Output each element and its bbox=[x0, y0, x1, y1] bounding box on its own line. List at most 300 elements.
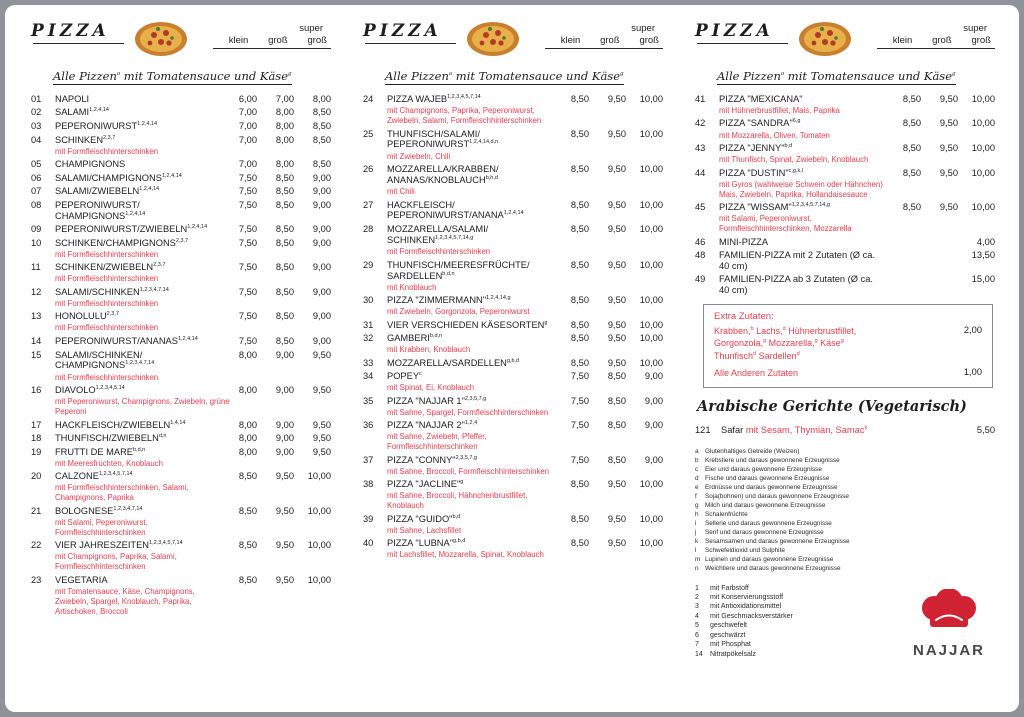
item-price: 10,00 bbox=[971, 118, 995, 129]
item-row bbox=[363, 333, 663, 344]
item-price: 9,50 bbox=[312, 419, 331, 430]
item-row bbox=[31, 540, 331, 551]
extra-zutaten-group bbox=[714, 367, 982, 379]
item-name: SCHINKEN/CHAMPIGNONS$^{2,3,7}$ bbox=[55, 237, 189, 248]
item-description: mit Formfleischhinterschinken bbox=[55, 249, 159, 259]
item-price: 9,00 bbox=[644, 454, 663, 465]
item-price: 10,00 bbox=[971, 167, 995, 178]
item-row bbox=[31, 311, 331, 322]
menu-item bbox=[31, 135, 331, 157]
item-price: 8,00 bbox=[275, 107, 294, 118]
additive-text: mit Antioxidationsmittel bbox=[710, 603, 782, 611]
item-price: 8,50 bbox=[902, 142, 921, 153]
item-number: 08 bbox=[31, 199, 42, 210]
item-price: 8,50 bbox=[902, 202, 921, 212]
column-header bbox=[695, 17, 995, 62]
item-price: 10,00 bbox=[639, 259, 663, 270]
item-name: SALAMI/ZWIEBELN$^{1,2,4,14}$ bbox=[55, 186, 160, 197]
menu-item bbox=[695, 237, 995, 248]
item-price: 7,00 bbox=[238, 134, 257, 145]
item-description: mit Lachsfillet, Mozzarella, Spinat, Knoblauch bbox=[387, 550, 544, 560]
menu-item bbox=[31, 287, 331, 309]
item-price: 5,50 bbox=[976, 424, 995, 435]
allergen-row bbox=[695, 520, 995, 529]
menu-item bbox=[363, 371, 663, 393]
item-description: mit Salami, Peperoniwurst, Formfleischhinterschinken bbox=[55, 517, 148, 537]
item-price: 9,50 bbox=[312, 446, 331, 457]
item-row bbox=[363, 260, 663, 282]
allergen-text: Eier und daraus gewonnene Erzeugnisse bbox=[705, 465, 822, 473]
additive-row bbox=[695, 631, 793, 640]
item-number: 34 bbox=[363, 371, 374, 382]
item-name: HACKFLEISCH/ PEPERONIWURST/ANANA$^{1,2,4,14}$ bbox=[387, 199, 524, 221]
item-description: mit Formfleischhinterschinken bbox=[387, 247, 491, 257]
item-price: 9,50 bbox=[312, 385, 331, 395]
item-price: 9,50 bbox=[939, 94, 958, 104]
item-description: mit Hühnerbrustfillet, Mais, Paprika bbox=[719, 105, 840, 115]
additive-number: 1 bbox=[695, 584, 699, 592]
item-description: mit Formfleischhinterschinken, Salami, Champignons, Paprika bbox=[55, 483, 189, 503]
menu-item bbox=[363, 514, 663, 536]
item-price: 4,00 bbox=[976, 236, 995, 247]
menu-item bbox=[695, 250, 995, 272]
allergen-row bbox=[695, 493, 995, 502]
chef-hat-icon bbox=[913, 626, 985, 643]
item-price: 9,50 bbox=[312, 433, 331, 444]
item-price: 10,00 bbox=[639, 128, 663, 139]
item-price: 8,50 bbox=[570, 479, 589, 490]
item-price: 10,00 bbox=[639, 319, 663, 330]
item-name: PEPERONIWURST/ZWIEBELN$^{1,2,4,14}$ bbox=[55, 224, 208, 235]
price-header-row bbox=[877, 35, 995, 49]
extra-zutaten-box bbox=[703, 304, 993, 388]
item-price: 8,50 bbox=[238, 471, 257, 482]
price-header-gross: groß bbox=[600, 35, 620, 46]
menu-item bbox=[31, 350, 331, 383]
menu-item bbox=[363, 396, 663, 418]
item-price: 8,50 bbox=[275, 172, 294, 183]
item-price: 7,00 bbox=[275, 94, 294, 104]
item-number: 23 bbox=[31, 574, 42, 585]
allergen-text: Senf und daraus gewonnene Erzeugnisse bbox=[705, 528, 824, 536]
item-description: mit Formfleischhinterschinken bbox=[55, 274, 159, 284]
menu-item bbox=[31, 186, 331, 197]
price-headers bbox=[877, 23, 995, 49]
item-price: 9,50 bbox=[607, 295, 626, 306]
price-headers bbox=[545, 23, 663, 49]
item-description: mit Formfleischhinterschinken bbox=[55, 298, 159, 308]
item-price: 9,50 bbox=[607, 479, 626, 490]
item-price: 9,00 bbox=[275, 446, 294, 457]
item-price: 9,00 bbox=[312, 186, 331, 197]
item-price: 9,50 bbox=[607, 199, 626, 210]
item-row bbox=[31, 186, 331, 197]
item-row bbox=[695, 143, 995, 154]
item-price: 10,00 bbox=[307, 574, 331, 585]
menu-item bbox=[363, 455, 663, 477]
additive-number: 5 bbox=[695, 622, 699, 630]
price-header-row bbox=[545, 35, 663, 49]
allergen-text: Krebstiere und daraus gewonnene Erzeugnisse bbox=[705, 456, 840, 464]
item-price: 8,50 bbox=[312, 121, 331, 132]
item-price: 8,50 bbox=[570, 333, 589, 344]
item-price: 8,50 bbox=[275, 286, 294, 297]
additive-text: Nitratpökelsalz bbox=[710, 650, 756, 658]
item-price: 8,50 bbox=[238, 540, 257, 551]
item-number: 21 bbox=[31, 505, 42, 516]
item-row bbox=[363, 538, 663, 549]
item-price: 7,50 bbox=[238, 172, 257, 183]
menu-item bbox=[695, 143, 995, 165]
additive-number: 6 bbox=[695, 631, 699, 639]
additive-row bbox=[695, 593, 793, 602]
item-price: 7,50 bbox=[238, 224, 257, 235]
item-number: 07 bbox=[31, 186, 42, 197]
menu-item bbox=[31, 159, 331, 170]
item-name: THUNFISCH/ZWIEBELN$^{d,n}$ bbox=[55, 433, 167, 444]
item-price: 8,00 bbox=[238, 419, 257, 430]
item-price: 7,50 bbox=[238, 335, 257, 346]
item-row bbox=[31, 238, 331, 249]
allergen-row bbox=[695, 475, 995, 484]
item-number: 10 bbox=[31, 237, 42, 248]
item-price: 9,50 bbox=[939, 142, 958, 153]
item-number: 25 bbox=[363, 128, 374, 139]
allergen-letter: l bbox=[695, 546, 697, 554]
price-header-klein: klein bbox=[228, 35, 249, 46]
additive-row bbox=[695, 640, 793, 649]
item-number: 37 bbox=[363, 454, 374, 465]
item-price: 9,00 bbox=[275, 433, 294, 444]
item-price: 7,50 bbox=[238, 186, 257, 197]
allergen-text: Schalenfrüchte bbox=[705, 510, 748, 518]
price-header-row bbox=[213, 35, 331, 49]
item-price: 9,00 bbox=[312, 172, 331, 183]
allergen-row bbox=[695, 466, 995, 475]
item-name: VIER JAHRESZEITEN$^{1,2,3,4,5,7,14}$ bbox=[55, 540, 183, 551]
item-description: mit Formfleischhinterschinken bbox=[55, 146, 159, 156]
item-description: mit Spinat, Ei, Knoblauch bbox=[387, 383, 475, 393]
item-row bbox=[363, 94, 663, 105]
allergen-row bbox=[695, 457, 995, 466]
item-price: 9,50 bbox=[312, 349, 331, 360]
menu-item bbox=[31, 433, 331, 444]
item-name: SALAMI$^{1,2,4,14}$ bbox=[55, 107, 109, 118]
item-name: FAMILIEN-PIZZA mit 2 Zutaten (Ø ca. 40 cm) bbox=[719, 249, 876, 271]
item-price: 9,50 bbox=[275, 471, 294, 482]
additives-list bbox=[695, 584, 793, 660]
item-row bbox=[363, 295, 663, 306]
item-price: 8,50 bbox=[275, 335, 294, 346]
item-price: 7,00 bbox=[238, 121, 257, 132]
item-price: 8,00 bbox=[312, 94, 331, 104]
item-description: mit Formfleischhinterschinken bbox=[55, 323, 159, 333]
menu-item bbox=[363, 260, 663, 293]
item-row bbox=[31, 287, 331, 298]
pizza-image bbox=[134, 21, 188, 62]
item-price: 9,50 bbox=[607, 224, 626, 235]
item-row bbox=[31, 336, 331, 347]
item-number: 05 bbox=[31, 159, 42, 170]
item-price: 10,00 bbox=[639, 513, 663, 524]
item-number: 12 bbox=[31, 286, 42, 297]
item-row bbox=[363, 164, 663, 186]
item-number: 121 bbox=[695, 424, 711, 435]
item-price: 8,00 bbox=[275, 121, 294, 132]
item-row bbox=[31, 471, 331, 482]
item-row bbox=[31, 262, 331, 273]
item-number: 46 bbox=[695, 236, 706, 247]
item-name: BOLOGNESE$^{1,2,3,4,7,14}$ bbox=[55, 505, 143, 516]
item-name: PIZZA "CONNY"$^{2,3,5,7,g}$ bbox=[387, 454, 478, 465]
item-row bbox=[363, 514, 663, 525]
item-number: 40 bbox=[363, 538, 374, 549]
item-number: 17 bbox=[31, 419, 42, 430]
menu-item bbox=[363, 129, 663, 162]
item-number: 18 bbox=[31, 433, 42, 444]
allergen-text: Sellerie und daraus gewonnene Erzeugnisse bbox=[705, 519, 832, 527]
item-number: 15 bbox=[31, 349, 42, 360]
item-price: 7,50 bbox=[238, 237, 257, 248]
item-price: 9,50 bbox=[607, 319, 626, 330]
menu-item bbox=[31, 471, 331, 503]
allergen-text: Lupinen und daraus gewonnene Erzeugnisse bbox=[705, 555, 834, 563]
item-price: 10,00 bbox=[307, 505, 331, 516]
item-description: mit Meeresfrüchten, Knoblauch bbox=[55, 458, 163, 468]
item-row bbox=[363, 396, 663, 407]
allergen-list bbox=[695, 448, 995, 574]
menu-item bbox=[31, 311, 331, 333]
logo-brand-text: NAJJAR bbox=[912, 642, 985, 660]
extra-zutaten-title: Extra Zutaten: bbox=[714, 311, 774, 323]
menu-item bbox=[363, 420, 663, 452]
item-name: VEGETARIA bbox=[55, 574, 108, 585]
item-number: 13 bbox=[31, 311, 42, 322]
item-name: SALAMI/SCHINKEN/ CHAMPIGNONS$^{1,2,3,4,7,14}$ bbox=[55, 349, 155, 371]
item-row bbox=[363, 358, 663, 369]
column-header bbox=[31, 17, 331, 62]
item-name: SCHINKEN$^{2,3,7}$ bbox=[55, 134, 116, 145]
item-price: 8,50 bbox=[902, 118, 921, 129]
item-name: MINI-PIZZA bbox=[719, 236, 769, 247]
item-description: mit Zwiebeln, Chili bbox=[387, 151, 451, 161]
item-price: 9,50 bbox=[275, 574, 294, 585]
column-title: PIZZA bbox=[695, 21, 774, 41]
extra-zutaten-lines: Alle Anderen Zutaten bbox=[714, 367, 799, 378]
item-price: 7,00 bbox=[238, 159, 257, 170]
allergen-row bbox=[695, 511, 995, 520]
item-number: 16 bbox=[31, 385, 42, 395]
additive-number: 14 bbox=[695, 650, 703, 658]
allergen-letter: m bbox=[695, 555, 701, 563]
additive-row bbox=[695, 602, 793, 611]
menu-item bbox=[31, 107, 331, 118]
item-name: VIER VERSCHIEDEN KÄSESORTEN$^g$ bbox=[387, 319, 548, 330]
allergen-letter: b bbox=[695, 456, 699, 464]
item-price: 9,50 bbox=[939, 202, 958, 212]
allergen-row bbox=[695, 484, 995, 493]
menu-item bbox=[31, 385, 331, 417]
item-name: PIZZA "GUIDO"$^{b,d}$ bbox=[387, 513, 461, 524]
allergen-letter: d bbox=[695, 474, 699, 482]
item-price: 7,50 bbox=[238, 311, 257, 322]
item-price: 9,50 bbox=[607, 357, 626, 368]
item-price: 10,00 bbox=[971, 94, 995, 104]
item-number: 36 bbox=[363, 420, 374, 431]
menu-item bbox=[31, 224, 331, 235]
column-subtitle: Alle Pizzen$^a$ mit Tomatensauce und Käse$^g$ bbox=[385, 69, 624, 83]
item-price: 10,00 bbox=[639, 357, 663, 368]
item-number: 31 bbox=[363, 319, 374, 330]
menu-item bbox=[363, 200, 663, 222]
item-description: mit Sahne, Broccoli, Hähnchenbrustfillet, Knoblauch bbox=[387, 491, 528, 511]
item-price: 8,50 bbox=[607, 371, 626, 382]
additive-number: 7 bbox=[695, 641, 699, 649]
item-number: 33 bbox=[363, 357, 374, 368]
item-price: 7,50 bbox=[238, 262, 257, 273]
allergen-letter: h bbox=[695, 510, 699, 518]
item-name: PIZZA WAJEB$^{1,2,3,4,5,7,14}$ bbox=[387, 94, 481, 105]
item-row bbox=[31, 121, 331, 132]
extra-zutaten-group bbox=[714, 325, 982, 361]
item-price: 8,50 bbox=[238, 574, 257, 585]
item-description: mit Sahne, Zwiebeln, Pfeffer, Formfleischhinterschinken bbox=[387, 432, 487, 452]
item-name: CALZONE$^{1,2,3,4,5,7,14}$ bbox=[55, 471, 133, 482]
menu-column-3 bbox=[695, 17, 995, 704]
item-price: 8,50 bbox=[275, 199, 294, 210]
item-name: Safar bbox=[721, 425, 744, 435]
item-description: mit Thunfisch, Spinat, Zwiebeln, Knoblauch bbox=[719, 155, 869, 165]
item-name: PIZZA "NAJJAR 2"$^{1,2,4}$ bbox=[387, 420, 478, 431]
item-price: 9,00 bbox=[275, 349, 294, 360]
additive-row bbox=[695, 621, 793, 630]
item-price: 15,00 bbox=[971, 274, 995, 285]
item-price: 9,50 bbox=[275, 540, 294, 551]
additive-text: geschwefelt bbox=[710, 622, 747, 630]
allergen-row bbox=[695, 565, 995, 574]
item-name: SALAMI/CHAMPIGNONS$^{1,2,4,14}$ bbox=[55, 172, 182, 183]
price-header-supergross: groß bbox=[307, 35, 327, 46]
item-row bbox=[31, 433, 331, 444]
additive-row bbox=[695, 650, 793, 659]
column-header bbox=[363, 17, 663, 62]
item-price: 13,50 bbox=[971, 249, 995, 260]
menu-items-list bbox=[31, 94, 331, 617]
item-price: 9,00 bbox=[312, 262, 331, 273]
item-number: 41 bbox=[695, 94, 706, 104]
item-price: 10,00 bbox=[639, 538, 663, 549]
item-price: 8,50 bbox=[570, 94, 589, 104]
item-price: 10,00 bbox=[307, 540, 331, 551]
item-row bbox=[363, 479, 663, 490]
item-name: MOZZARELLA/SARDELLEN$^{g,b,d}$ bbox=[387, 357, 520, 368]
allergen-row bbox=[695, 547, 995, 556]
menu-item bbox=[31, 173, 331, 184]
additive-text: mit Konservierungsstoff bbox=[710, 593, 784, 601]
item-price: 9,00 bbox=[644, 420, 663, 431]
item-price: 8,50 bbox=[902, 167, 921, 178]
item-description: mit Champignons, Paprika, Salami, Formfleischhinterschinken bbox=[55, 552, 177, 572]
item-name: PIZZA "JACLINE"$^g$ bbox=[387, 479, 464, 490]
menu-item bbox=[31, 121, 331, 132]
item-price: 9,50 bbox=[607, 164, 626, 174]
menu-item bbox=[363, 333, 663, 355]
extra-zutaten-price: 2,00 bbox=[963, 325, 982, 336]
item-name: NAPOLI bbox=[55, 94, 90, 104]
item-number: 24 bbox=[363, 94, 374, 104]
item-name: PIZZA "MEXICANA" bbox=[719, 94, 803, 104]
item-price: 9,00 bbox=[275, 385, 294, 395]
item-number: 38 bbox=[363, 479, 374, 490]
item-price: 9,50 bbox=[607, 538, 626, 549]
menu-item bbox=[31, 420, 331, 431]
allergen-letter: c bbox=[695, 465, 699, 473]
item-number: 39 bbox=[363, 513, 374, 524]
item-name: PEPERONIWURST/ CHAMPIGNONS$^{1,2,4,14}$ bbox=[55, 199, 146, 221]
item-number: 06 bbox=[31, 172, 42, 183]
price-header-gross: groß bbox=[932, 35, 952, 46]
arabic-menu-item bbox=[695, 425, 995, 436]
allergen-row bbox=[695, 448, 995, 457]
allergen-row bbox=[695, 556, 995, 565]
item-price: 9,00 bbox=[275, 419, 294, 430]
item-price: 9,00 bbox=[312, 286, 331, 297]
item-price: 9,50 bbox=[607, 128, 626, 139]
pizza-image bbox=[798, 21, 852, 62]
item-price: 8,50 bbox=[570, 164, 589, 174]
item-description: mit Sesam, Thymian, Samac$^k$ bbox=[745, 424, 868, 435]
item-name-wrap bbox=[721, 425, 884, 436]
item-number: 42 bbox=[695, 118, 706, 129]
item-price: 8,50 bbox=[570, 357, 589, 368]
item-price: 8,00 bbox=[275, 159, 294, 170]
item-price: 7,50 bbox=[570, 420, 589, 431]
item-number: 44 bbox=[695, 167, 706, 178]
item-row bbox=[363, 455, 663, 466]
item-row bbox=[31, 350, 331, 372]
item-description: mit Salami, Peperoniwurst, Formfleischhinterschinken, Mozzarella bbox=[719, 214, 852, 234]
item-number: 01 bbox=[31, 94, 42, 104]
item-price: 7,00 bbox=[238, 107, 257, 118]
item-price: 10,00 bbox=[639, 333, 663, 344]
item-price: 8,50 bbox=[312, 107, 331, 118]
allergen-text: Erdnüsse und daraus gewonnene Erzeugnisse bbox=[705, 483, 838, 491]
brand-logo bbox=[913, 589, 985, 659]
extra-zutaten-lines: Krabben,$^b$ Lachs,$^d$ Hühnerbrustfillet, Gorgonzola,$^g$ Mozzarella,$^g$ Käse$^g$ Thunfisch$^d$ Sardellen$^d$ bbox=[714, 326, 857, 361]
item-price: 7,50 bbox=[570, 371, 589, 382]
item-price: 8,50 bbox=[275, 224, 294, 235]
menu-item bbox=[363, 479, 663, 511]
menu-item bbox=[695, 274, 995, 296]
item-row bbox=[31, 420, 331, 431]
item-name: THUNFISCH/SALAMI/ PEPERONIWURST$^{1,2,4,14,d,n}$ bbox=[387, 128, 499, 150]
item-name: POPEY$^c$ bbox=[387, 371, 422, 382]
item-row bbox=[31, 135, 331, 146]
item-name: FAMILIEN-PIZZA ab 3 Zutaten (Ø ca. 40 cm) bbox=[719, 274, 873, 296]
item-row bbox=[695, 237, 995, 248]
item-price: 8,50 bbox=[570, 259, 589, 270]
menu-item bbox=[695, 118, 995, 140]
menu-items-list bbox=[363, 94, 663, 560]
extra-zutaten-price: 1,00 bbox=[963, 366, 982, 377]
item-price: 8,50 bbox=[570, 199, 589, 210]
item-row bbox=[363, 320, 663, 331]
item-row bbox=[363, 224, 663, 246]
item-description: mit Chili bbox=[387, 187, 415, 197]
item-name: PIZZA "ZIMMERMANN"$^{1,2,4,14,g}$ bbox=[387, 295, 511, 306]
item-number: 02 bbox=[31, 107, 42, 118]
item-price: 9,00 bbox=[312, 311, 331, 322]
